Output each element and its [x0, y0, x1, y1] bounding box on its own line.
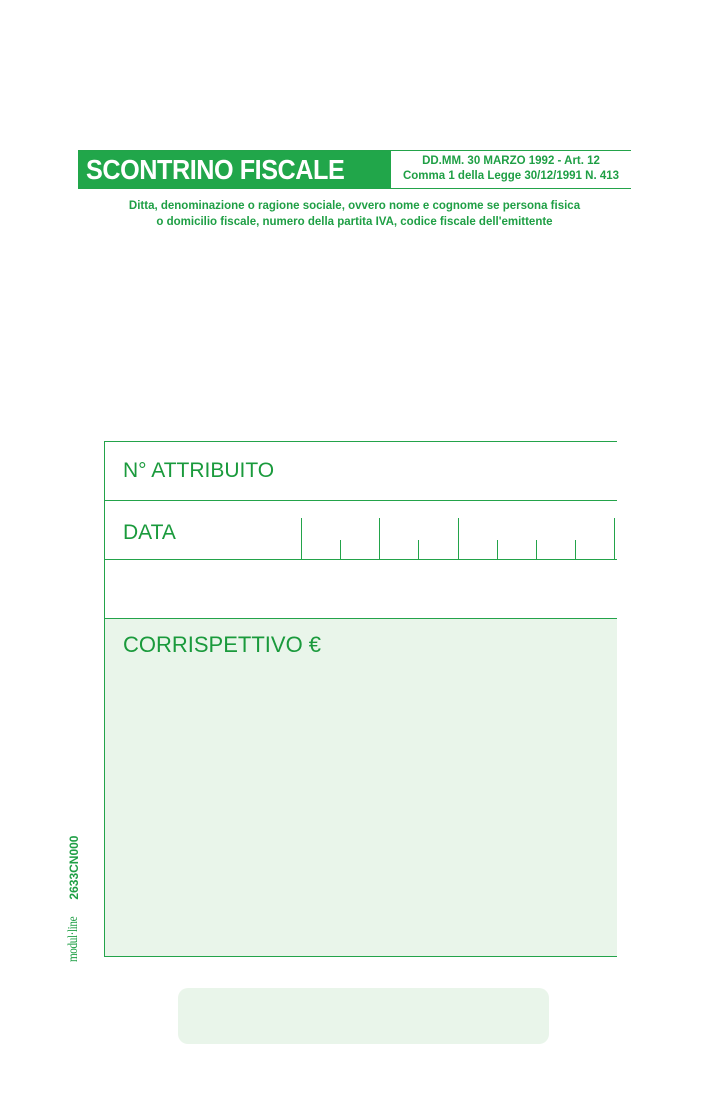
- date-tick: [418, 540, 419, 560]
- attributed-number-row[interactable]: [105, 441, 617, 501]
- receipt-title-box: [78, 151, 391, 188]
- receipt-header: [78, 150, 631, 189]
- law-reference-line1: DD.MM. 30 MARZO 1992 - Art. 12: [422, 155, 600, 167]
- date-tick: [575, 540, 576, 560]
- brand-logo: modul·line: [66, 916, 81, 962]
- law-reference: [391, 151, 631, 188]
- form-code-number: 2633CN000: [67, 835, 81, 900]
- date-divider-year: [458, 518, 459, 560]
- bottom-stamp-box: [178, 988, 549, 1044]
- law-reference-line2: Comma 1 della Legge 30/12/1991 N. 413: [402, 170, 620, 182]
- issuer-instructions-line1: Ditta, denominazione o ragione sociale, ovvero nome e cognome se persona fisica: [128, 200, 581, 212]
- date-divider-end: [614, 518, 615, 560]
- date-tick: [536, 540, 537, 560]
- receipt-form: [104, 441, 617, 957]
- issuer-instructions-line2: o domicilio fiscale, numero della partita IVA, codice fiscale dell'emittente: [156, 216, 553, 228]
- date-label: DATA: [123, 521, 176, 544]
- date-row[interactable]: [105, 500, 617, 560]
- date-tick: [340, 540, 341, 560]
- form-code: [62, 802, 86, 962]
- date-divider-day: [301, 518, 302, 560]
- date-digit-grid[interactable]: [301, 518, 617, 560]
- blank-row[interactable]: [105, 559, 617, 619]
- date-divider-month: [379, 518, 380, 560]
- issuer-instructions: [78, 198, 631, 230]
- attributed-number-label: N° ATTRIBUITO: [123, 459, 275, 482]
- amount-label: CORRISPETTIVO €: [123, 632, 322, 657]
- amount-row[interactable]: [105, 618, 617, 957]
- receipt-title: SCONTRINO FISCALE: [86, 154, 345, 185]
- date-tick: [497, 540, 498, 560]
